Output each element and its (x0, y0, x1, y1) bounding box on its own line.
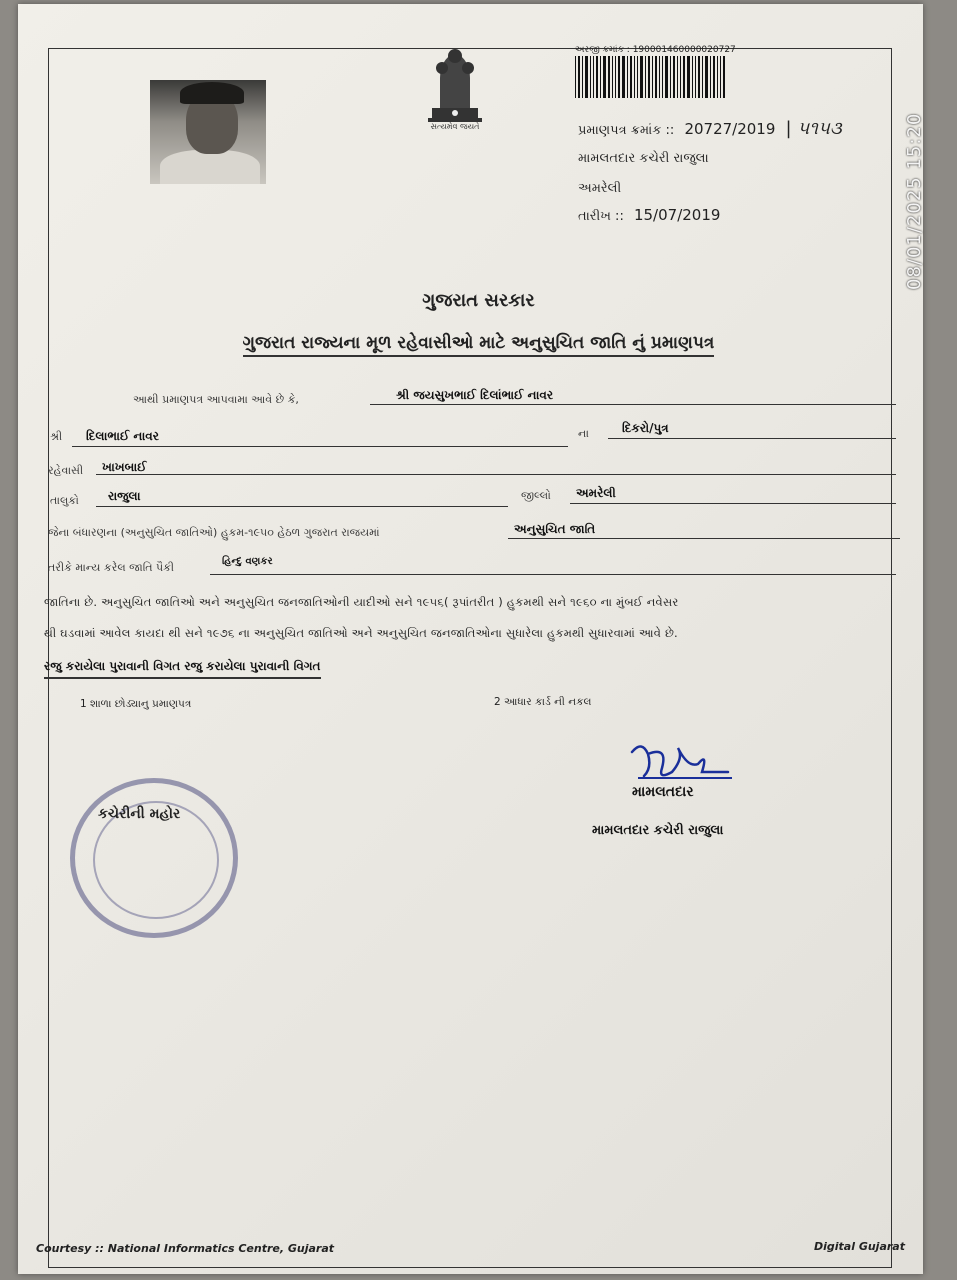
resident-value: ખાખબાઈ (102, 460, 147, 474)
caste-value: હિન્દુ વણકર (222, 556, 273, 567)
evidence-doc-1: 1 શાળા છોડ્યાનુ પ્રમાણપત્ર (80, 698, 192, 710)
relation-value: દિકરો/પુત્ર (622, 421, 669, 435)
district-label: જીલ્લો (521, 489, 551, 502)
taluka-value: રાજુલા (108, 489, 141, 503)
taluka-label: તાલુકો (50, 494, 79, 507)
footer-courtesy: Courtesy :: National Informatics Centre, Gujarat (36, 1242, 335, 1255)
relation-line (608, 438, 896, 439)
relation-label: ના (578, 427, 589, 440)
cert-no-value: 20727/2019 (684, 120, 776, 138)
certificate-border (48, 48, 892, 1268)
applicant-photo (150, 80, 266, 184)
resident-line (96, 474, 896, 475)
header-district: અમરેલી (578, 181, 622, 196)
government-title: ગુજરાત સરકાર (422, 290, 535, 311)
signature-mark (628, 738, 738, 786)
designation-label: મામલતદાર (632, 784, 694, 800)
father-name: દિલાભાઈ નાવર (86, 429, 159, 443)
footer-brand: Digital Gujarat (814, 1240, 905, 1253)
certificate-number (578, 118, 842, 139)
constitution-line (508, 538, 900, 539)
taluka-line (96, 506, 508, 507)
emblem-caption: સત્યમેવ જયતે (430, 122, 480, 131)
header-office: મામલતદાર કચેરી રાજુલા (578, 151, 709, 166)
father-label: શ્રી (50, 430, 63, 443)
date-value: 15/07/2019 (633, 206, 721, 224)
legal-paragraph-line2: થી ઘડવામાં આવેલ કાયદા થી સને ૧૯૭૬ ના અનુસુચિત જાતિઓ અને અનુસુચિત જનજાતિઓના સુધારેલા હુકમથી સુધારવામાં આવે છે. (44, 626, 678, 640)
barcode-number: અરજી ક્રમાંક : 190001460000020727 (575, 45, 736, 55)
legal-paragraph-line1: જાતિના છે. અનુસુચિત જાતિઓ અને અનુસુચિત જનજાતિઓની યાદીઓ સને ૧૯૫૬( રૂપાંતરીત ) હુકમથી સને ૧૯૬૦ ના મુંબઈ નવેસર (44, 595, 679, 609)
barcode (575, 56, 767, 98)
office-seal (70, 778, 238, 938)
intro-label: આથી પ્રમાણપત્ર આપવામા આવે છે કે, (133, 393, 299, 406)
seal-label: કચેરીની મહોર (98, 806, 181, 822)
signing-office: મામલતદાર કચેરી રાજુલા (592, 823, 724, 838)
constitution-value: અનુસુચિત જાતિ (514, 522, 596, 536)
name-line (370, 404, 896, 405)
district-value: અમરેલી (576, 486, 616, 500)
district-line (570, 503, 896, 504)
applicant-name: શ્રી જયસુખભાઈ દિલાંભાઈ નાવર (396, 388, 554, 402)
national-emblem-icon (420, 40, 490, 130)
issue-date (578, 206, 720, 224)
cert-no-handwritten: | ૫૧૫૩ (785, 118, 842, 139)
cert-no-label: પ્રમાણપત્ર ક્રમાંક :: (578, 123, 675, 138)
caste-line (210, 574, 896, 575)
father-line (72, 446, 568, 447)
date-label: તારીખ :: (578, 209, 624, 224)
caste-label: તરીકે માન્ય કરેલ જાતિ પૈકી (48, 561, 175, 574)
evidence-heading: રજુ કરાયેલા પુરાવાની વિગત રજુ કરાયેલા પુરાવાની વિગત (44, 659, 321, 679)
resident-label: રહેવાસી (48, 464, 84, 477)
photo-timestamp: 08/01/2025 15:20 (904, 112, 925, 290)
evidence-doc-2: 2 આધાર કાર્ડ ની નકલ (494, 696, 592, 708)
certificate-title: ગુજરાત રાજ્યના મૂળ રહેવાસીઓ માટે અનુસુચિત જાતિ નું પ્રમાણપત્ર (0, 333, 957, 353)
constitution-label: જેના બંધારણના (અનુસુચિત જાતિઓ) હુકમ-૧૯૫૦ હેઠળ ગુજરાત રાજયમાં (48, 526, 380, 539)
